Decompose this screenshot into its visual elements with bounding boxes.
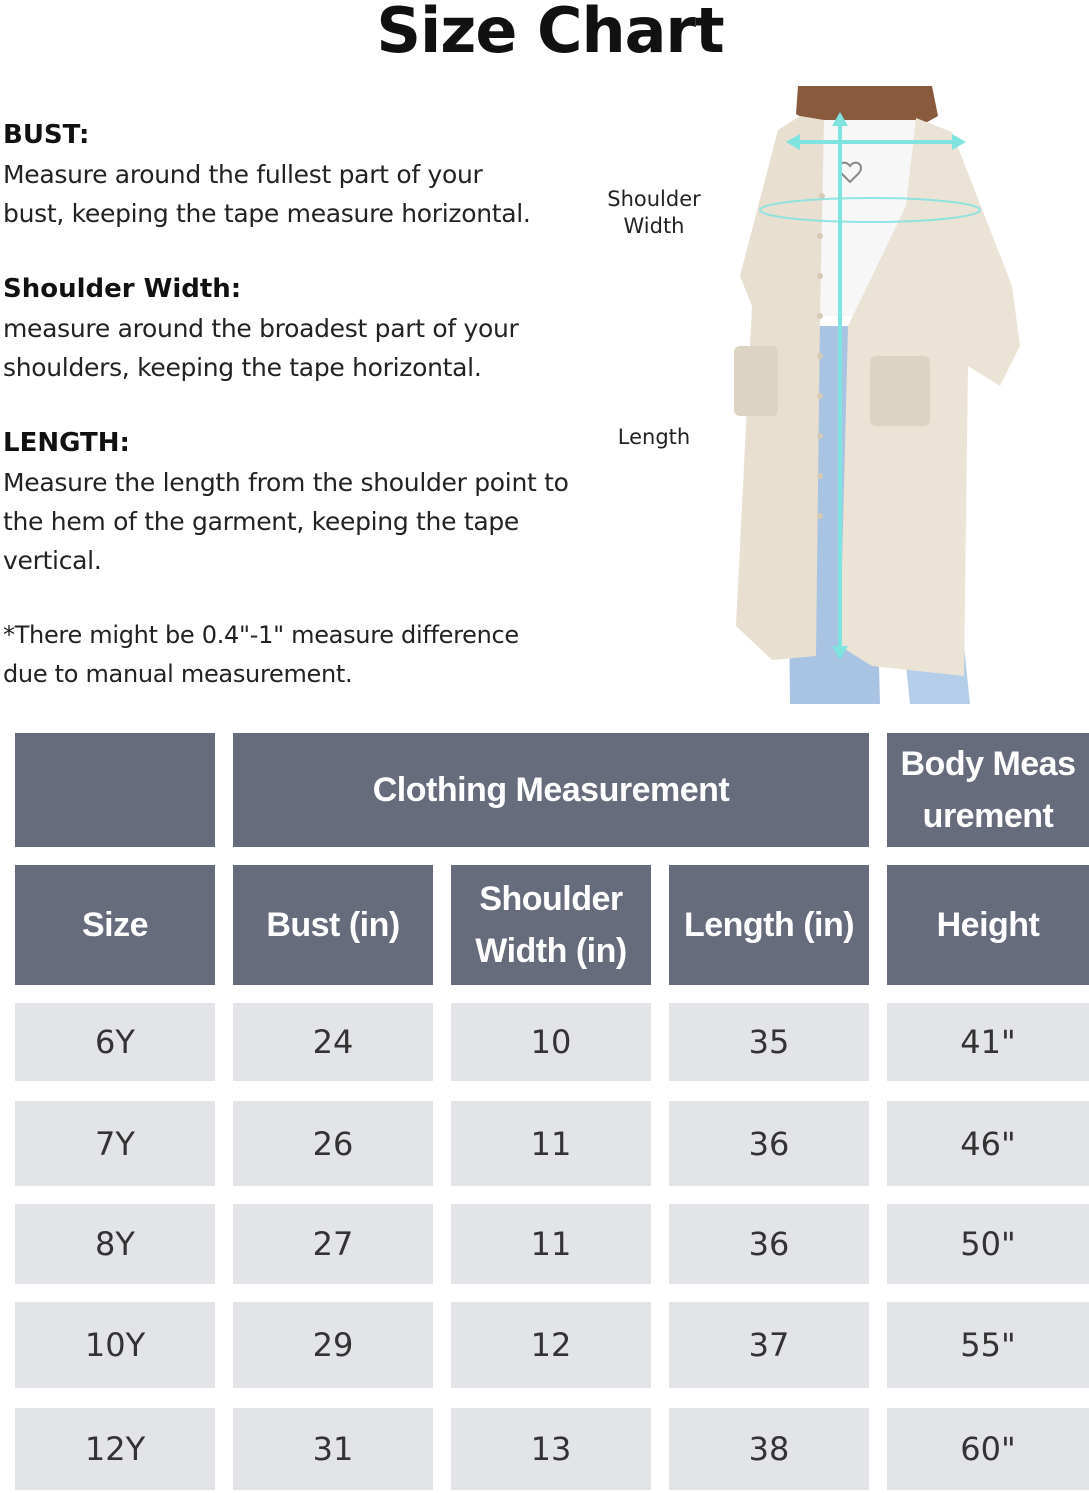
length-text-line: Measure the length from the shoulder point to xyxy=(3,468,569,497)
length-label: Length xyxy=(617,425,691,449)
table-cell: 11 xyxy=(451,1101,651,1186)
length-text-line: vertical. xyxy=(3,546,102,575)
length-instruction xyxy=(3,424,569,580)
shoulder-text-line: shoulders, keeping the tape horizontal. xyxy=(3,353,482,382)
table-cell: 31 xyxy=(233,1408,433,1490)
shoulder-text-line: measure around the broadest part of your xyxy=(3,314,519,343)
table-cell: 35 xyxy=(669,1003,869,1081)
column-header-height: Height xyxy=(887,865,1089,985)
header-line: Width (in) xyxy=(475,932,627,970)
table-cell: 10Y xyxy=(15,1302,215,1388)
table-cell: 50" xyxy=(887,1204,1089,1284)
shoulder-label-line: Shoulder xyxy=(607,187,701,211)
table-cell: 37 xyxy=(669,1302,869,1388)
table-cell: 55" xyxy=(887,1302,1089,1388)
table-cell: 41" xyxy=(887,1003,1089,1081)
table-cell: 11 xyxy=(451,1204,651,1284)
blank-group-header xyxy=(15,733,215,847)
measurement-note xyxy=(3,616,519,694)
table-cell: 7Y xyxy=(15,1101,215,1186)
page-title: Size Chart xyxy=(376,0,724,67)
table-cell: 12 xyxy=(451,1302,651,1388)
column-header-size: Size xyxy=(15,865,215,985)
table-cell: 46" xyxy=(887,1101,1089,1186)
note-line: due to manual measurement. xyxy=(3,660,353,688)
header-line: Shoulder xyxy=(479,880,623,918)
bust-text-line: bust, keeping the tape measure horizontal. xyxy=(3,199,531,228)
table-cell: 12Y xyxy=(15,1408,215,1490)
header-line: Body Meas xyxy=(900,745,1076,783)
header-line: urement xyxy=(922,797,1054,835)
cardigan-model-illustration xyxy=(720,86,1020,704)
shoulder-heading: Shoulder Width: xyxy=(3,274,242,304)
length-text-line: the hem of the garment, keeping the tape xyxy=(3,507,519,536)
body-measurement-header xyxy=(887,733,1089,847)
table-cell: 8Y xyxy=(15,1204,215,1284)
table-cell: 29 xyxy=(233,1302,433,1388)
table-cell: 60" xyxy=(887,1408,1089,1490)
shoulder-instruction xyxy=(3,270,519,387)
bust-heading: BUST: xyxy=(3,120,90,150)
column-header-length: Length (in) xyxy=(669,865,869,985)
table-cell: 36 xyxy=(669,1204,869,1284)
length-heading: LENGTH: xyxy=(3,428,130,458)
shoulder-width-label xyxy=(596,186,712,240)
bust-text-line: Measure around the fullest part of your xyxy=(3,160,483,189)
table-cell: 13 xyxy=(451,1408,651,1490)
clothing-measurement-header: Clothing Measurement xyxy=(233,733,869,847)
table-cell: 26 xyxy=(233,1101,433,1186)
bust-instruction xyxy=(3,116,531,233)
column-header-shoulder-width xyxy=(451,865,651,985)
table-cell: 38 xyxy=(669,1408,869,1490)
right-pocket xyxy=(870,356,930,426)
shoulder-arrow-right-icon xyxy=(952,134,966,150)
column-header-bust: Bust (in) xyxy=(233,865,433,985)
left-pocket xyxy=(734,346,778,416)
table-cell: 36 xyxy=(669,1101,869,1186)
shoulder-label-line: Width xyxy=(623,214,685,238)
note-line: *There might be 0.4"-1" measure difference xyxy=(3,621,519,649)
table-cell: 27 xyxy=(233,1204,433,1284)
table-cell: 24 xyxy=(233,1003,433,1081)
table-cell: 6Y xyxy=(15,1003,215,1081)
table-cell: 10 xyxy=(451,1003,651,1081)
